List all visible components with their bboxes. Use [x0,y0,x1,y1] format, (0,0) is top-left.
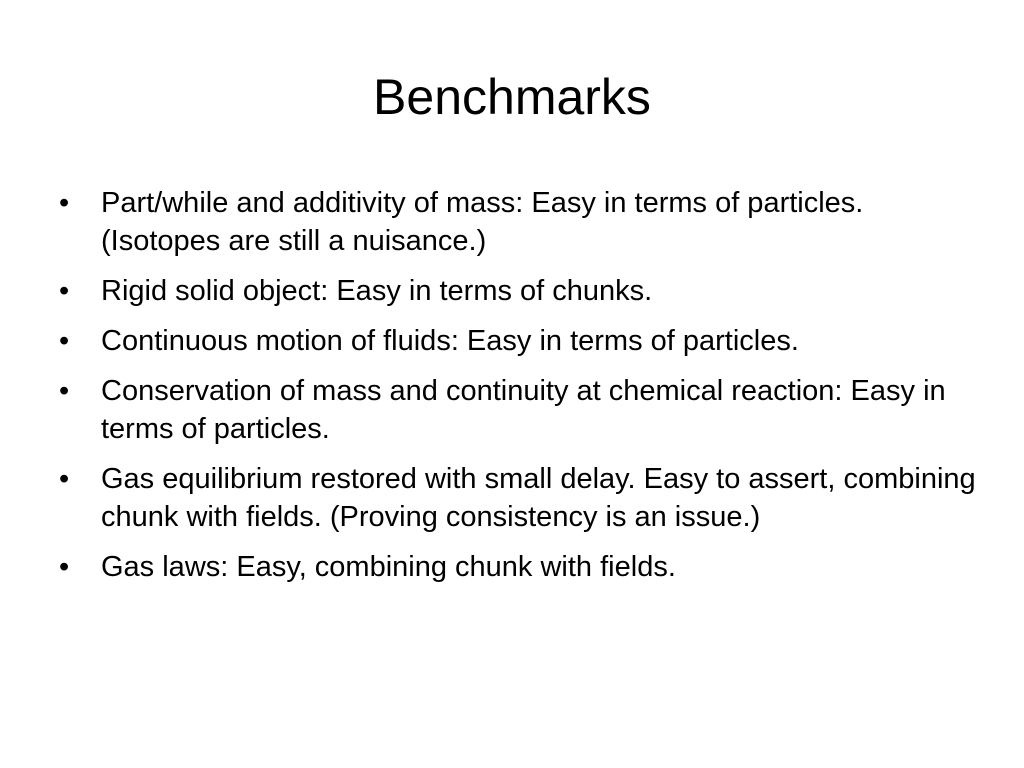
list-item [56,548,976,586]
bullet-icon: • [59,463,70,495]
bullet-list [56,184,976,598]
bullet-icon: • [59,187,70,219]
list-item [56,322,976,360]
bullet-text: Rigid solid object: Easy in terms of chunks. [101,275,653,307]
bullet-text: Gas equilibrium restored with small delay. Easy to assert, combining chunk with fields. (Proving consistency is an issue.) [101,463,976,533]
list-item [56,184,976,260]
bullet-icon: • [59,375,70,407]
bullet-icon: • [59,551,70,583]
list-item [56,372,976,448]
list-item [56,272,976,310]
bullet-icon: • [59,275,70,307]
list-item [56,460,976,536]
bullet-text: Continuous motion of fluids: Easy in terms of particles. [101,325,799,357]
bullet-text: Conservation of mass and continuity at chemical reaction: Easy in terms of particles. [101,375,946,445]
bullet-text: Gas laws: Easy, combining chunk with fields. [101,551,676,583]
bullet-icon: • [59,325,70,357]
bullet-text: Part/while and additivity of mass: Easy in terms of particles. (Isotopes are still a nuisance.) [101,187,864,257]
slide-title: Benchmarks [373,69,651,125]
